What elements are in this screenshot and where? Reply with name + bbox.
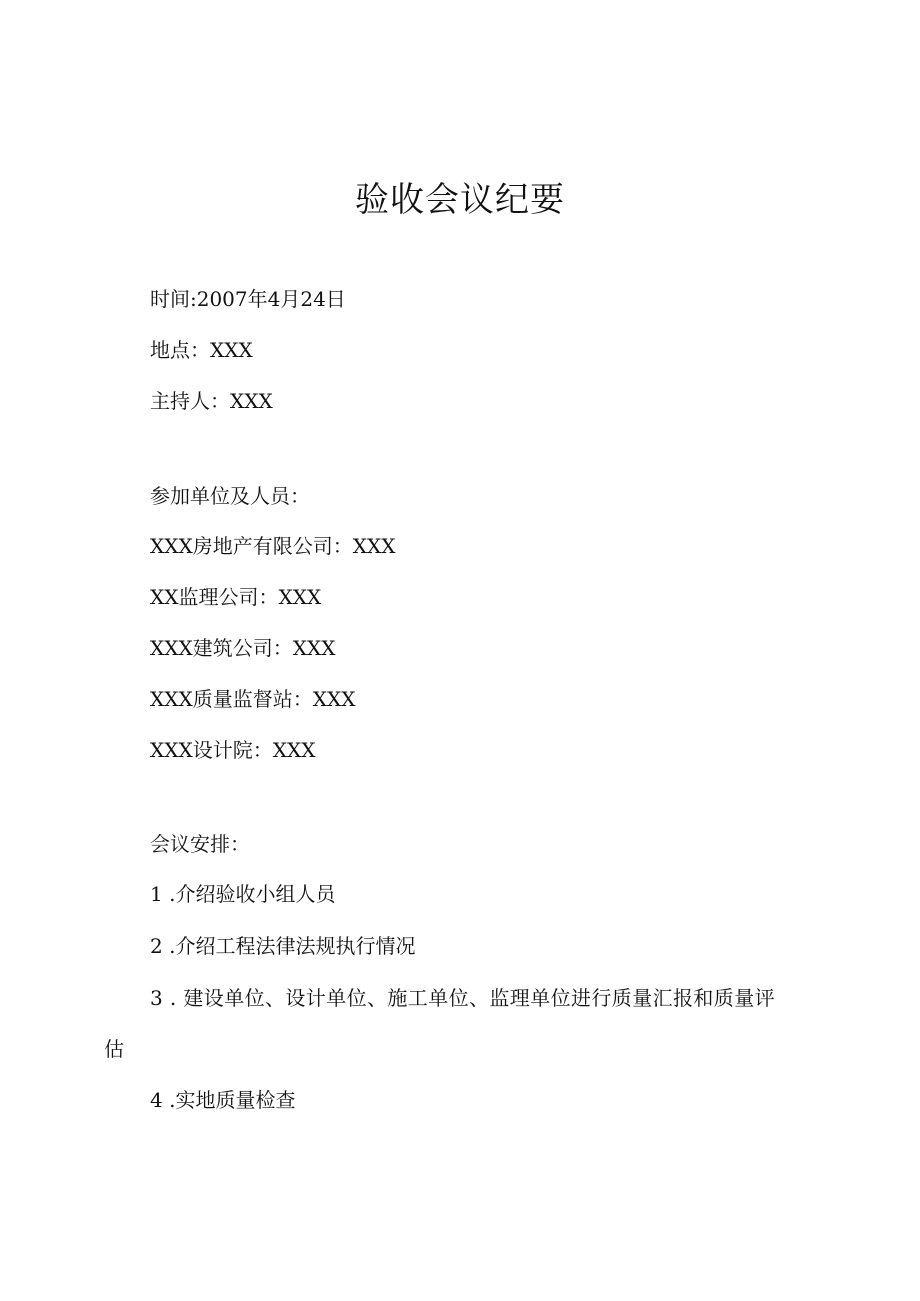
participant-item: XXX设计院：XXX xyxy=(150,738,316,762)
meeting-location: 地点：XXX xyxy=(150,338,253,362)
agenda-item-continuation: 估 xyxy=(104,1037,124,1061)
meeting-host: 主持人：XXX xyxy=(150,389,273,413)
participant-item: XXX建筑公司：XXX xyxy=(150,636,336,660)
agenda-heading: 会议安排： xyxy=(150,832,250,856)
document-title: 验收会议纪要 xyxy=(355,180,565,220)
participant-item: XX监理公司：XXX xyxy=(150,585,322,609)
agenda-item: 3 . 建设单位、设计单位、施工单位、监理单位进行质量汇报和质量评 xyxy=(150,986,775,1010)
meeting-time: 时间:2007年4月24日 xyxy=(150,287,346,311)
participants-heading: 参加单位及人员： xyxy=(150,484,310,508)
participant-item: XXX房地产有限公司：XXX xyxy=(150,534,396,558)
participant-item: XXX质量监督站：XXX xyxy=(150,687,356,711)
agenda-item: 4 .实地质量检查 xyxy=(150,1088,296,1112)
agenda-item: 2 .介绍工程法律法规执行情况 xyxy=(150,934,416,958)
agenda-item: 1 .介绍验收小组人员 xyxy=(150,882,336,906)
